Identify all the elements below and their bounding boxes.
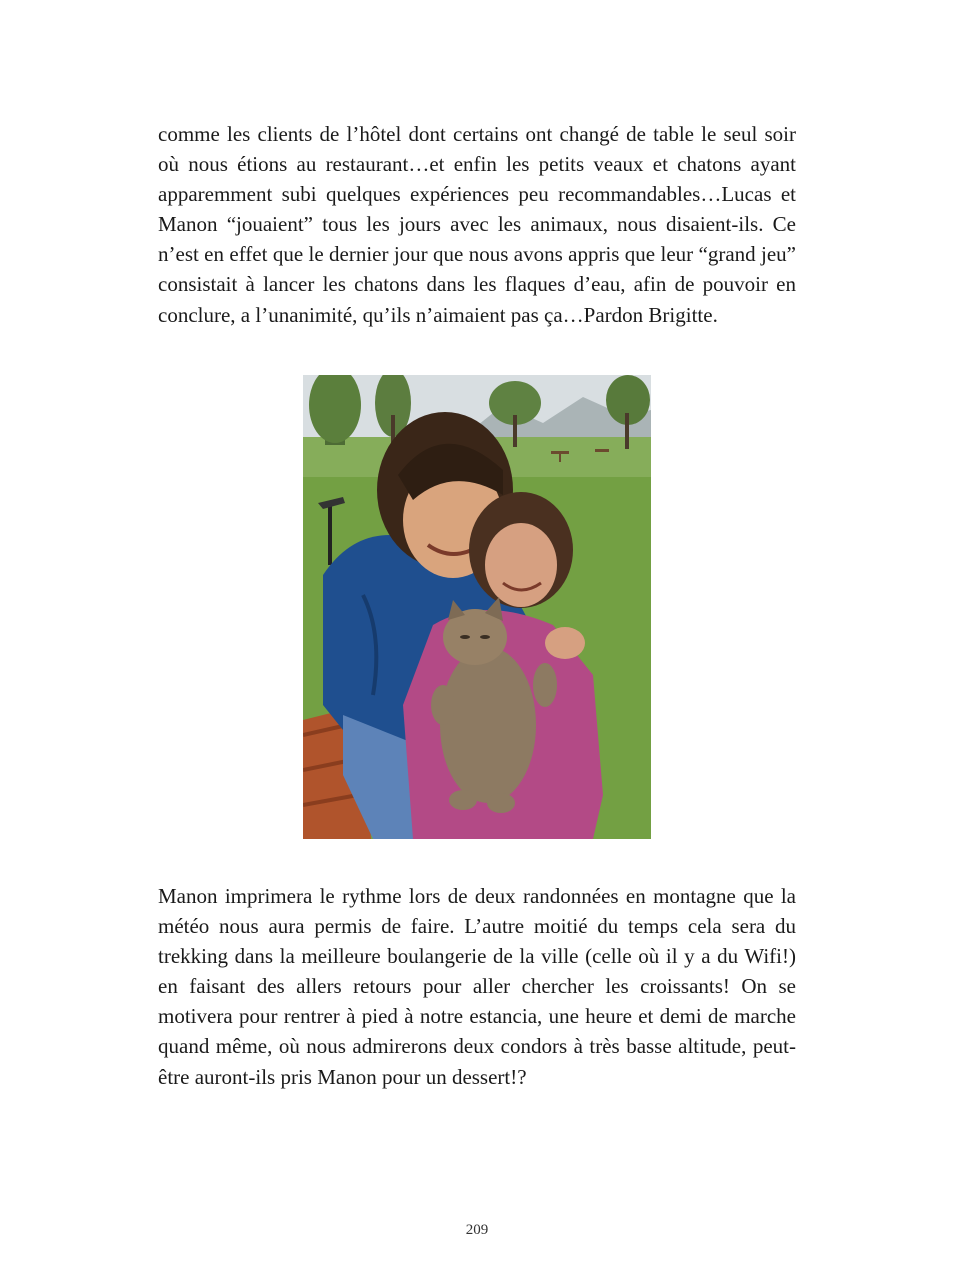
photo-children-with-kitten — [303, 375, 651, 839]
body-paragraph-2: Manon imprimera le rythme lors de deux randonnées en montagne que la météo nous aura permis de faire. L’autre moitié du temps cela sera du trekking dans la meilleure boulangerie de la ville (celle où il y a du Wifi!) en faisant des allers retours pour aller chercher les croissants! On se motivera pour rentrer à pied à notre estancia, une heure et demi de marche quand même, où nous admirerons deux condors à très basse altitude, peut-être auront-ils pris Manon pour un dessert!? — [158, 884, 796, 1089]
page-number: 209 — [465, 1222, 489, 1238]
body-paragraph-1: comme les clients de l’hôtel dont certains ont changé de table le seul soir où nous étions au restaurant…et enfin les petits veaux et chatons ayant apparemment subi quelques expériences peu recommandables…Lucas et Manon “jouaient” tous les jours avec les animaux, nous disaient-ils. Ce n’est en effet que le dernier jour que nous avons appris que leur “grand jeu” consistait à lancer les chatons dans les flaques d’eau, afin de pouvoir en conclure, a l’unanimité, qu’ils n’aimaient pas ça…Pardon Brigitte. — [158, 122, 796, 327]
